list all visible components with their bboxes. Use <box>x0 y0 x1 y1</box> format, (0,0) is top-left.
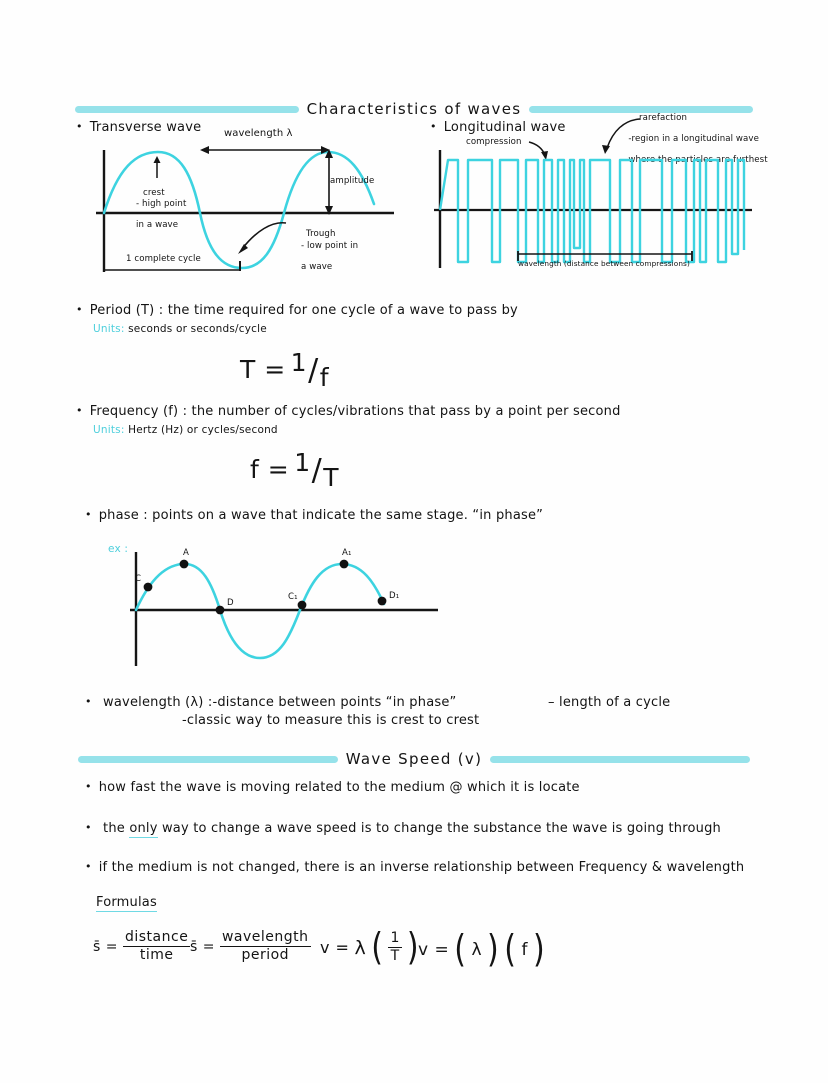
period-units <box>93 323 267 337</box>
formulas-heading <box>96 894 157 911</box>
phase-point-label-D1: D₁ <box>389 591 400 601</box>
formula-speed-wavelength-period <box>190 930 311 963</box>
frequency-equation <box>250 448 339 492</box>
period-equation-slash: / <box>308 353 319 388</box>
wave-speed-rule-left <box>78 756 338 763</box>
formula-2-fraction <box>220 930 311 963</box>
longitudinal-wave-figure <box>434 150 754 272</box>
formula-speed-distance-time <box>93 930 190 963</box>
formula-3-symbol: λ <box>354 936 367 959</box>
wave-speed-bullet-2-pre: the <box>103 821 130 836</box>
formula-3-fraction <box>388 931 401 964</box>
period-bullet: • Period (T) : the time required for one cycle of a wave to pass by <box>76 303 518 318</box>
frequency-units <box>93 424 278 438</box>
wavelength-def-head: wavelength (λ) : <box>103 695 213 710</box>
formula-3-paren-close: ) <box>406 925 420 970</box>
phase-bullet: • phase : points on a wave that indicate the same stage. “in phase” <box>85 508 543 523</box>
header-rule-right <box>529 106 753 113</box>
frequency-units-value: Hertz (Hz) or cycles/second <box>128 424 278 436</box>
rarefaction-detail-1: -region in a longitudinal wave <box>628 134 759 145</box>
period-equation-denominator: f <box>319 363 329 392</box>
longitudinal-wavelength-label: wavelength (distance between compressions) <box>518 259 690 268</box>
trough-title: Trough <box>306 229 336 240</box>
formula-1-numerator: distance <box>123 930 190 947</box>
wavelength-def-bullet <box>85 694 456 711</box>
phase-point-label-A1: A₁ <box>342 548 352 558</box>
phase-example-label: ex : <box>108 543 129 555</box>
trough-detail <box>284 231 358 283</box>
formula-v-lambda-f <box>418 927 546 972</box>
amplitude-label: amplitude <box>330 176 375 186</box>
wavelength-def-side-note: – length of a cycle <box>548 695 671 710</box>
wavelength-def-line1: -distance between points “in phase” <box>212 695 457 710</box>
phase-point-label-C: C <box>135 574 142 584</box>
crest-detail <box>119 189 186 241</box>
frequency-units-label: Units: <box>93 424 125 436</box>
formula-2-lhs: s̄ = <box>190 938 215 955</box>
section-header-wave-speed <box>78 750 750 768</box>
frequency-equation-numerator: 1 <box>294 448 311 477</box>
frequency-equation-fraction <box>294 448 339 492</box>
formula-1-denominator: time <box>139 947 174 964</box>
formula-4-paren-a-close: ) <box>487 927 500 972</box>
wave-speed-bullet-2-post: way to change a wave speed is to change the substance the wave is going through <box>157 821 721 836</box>
formula-3-numerator: 1 <box>388 931 401 948</box>
header-rule-left <box>75 106 299 113</box>
transverse-heading: • Transverse wave <box>76 120 201 135</box>
section-title-characteristics: Characteristics of waves <box>306 100 522 118</box>
period-units-value: seconds or seconds/cycle <box>128 323 267 335</box>
formulas-heading-text: Formulas <box>96 895 157 910</box>
wave-speed-bullet-2-underlined: only <box>129 821 158 836</box>
formula-3-lhs: v = <box>320 938 350 957</box>
formula-v-lambda-over-t <box>320 925 420 970</box>
formula-2-numerator: wavelength <box>220 930 311 947</box>
wave-speed-bullet-3: • if the medium is not changed, there is an inverse relationship between Frequency & wavelength <box>85 860 744 875</box>
formula-4-a: λ <box>471 939 482 960</box>
formula-3-denominator: T <box>390 948 400 964</box>
period-equation-numerator: 1 <box>290 348 308 377</box>
compression-label: compression <box>466 137 522 147</box>
trough-detail-1: - low point in <box>301 241 359 252</box>
section-title-wave-speed: Wave Speed (v) <box>345 750 483 768</box>
period-equation-lhs: T = <box>240 355 286 384</box>
formula-4-b: f <box>521 939 528 960</box>
phase-point-label-C1: C₁ <box>288 592 298 602</box>
transverse-wave-figure <box>96 128 396 278</box>
crest-title: crest <box>143 188 165 199</box>
wavelength-label: wavelength λ <box>224 128 293 139</box>
formula-4-paren-a-open: ( <box>454 927 467 972</box>
formula-4-lhs: v = <box>418 939 450 960</box>
crest-detail-2: in a wave <box>136 220 179 231</box>
frequency-equation-slash: / <box>311 453 323 488</box>
phase-wave-figure <box>130 548 440 670</box>
formula-2-denominator: period <box>241 947 290 964</box>
phase-point-label-D: D <box>227 598 234 608</box>
period-units-label: Units: <box>93 323 125 335</box>
phase-point-label-A: A <box>183 548 189 558</box>
period-equation <box>240 348 329 392</box>
formula-3-paren-open: ( <box>371 925 384 970</box>
formula-1-fraction <box>123 930 190 963</box>
frequency-equation-denominator: T <box>323 463 339 492</box>
frequency-bullet: • Frequency (f) : the number of cycles/vibrations that pass by a point per second <box>76 404 621 419</box>
wave-speed-bullet-1: • how fast the wave is moving related to the medium @ which it is locate <box>85 780 580 795</box>
period-equation-fraction <box>290 348 329 392</box>
rarefaction-detail-2: where the particles are furthest <box>628 155 768 166</box>
wave-speed-bullet-2 <box>85 821 721 836</box>
formula-4-paren-b-close: ) <box>532 927 546 972</box>
cycle-label: 1 complete cycle <box>126 254 201 264</box>
formula-4-paren-b-open: ( <box>504 927 517 972</box>
wave-speed-rule-right <box>490 756 750 763</box>
rarefaction-title: rarefaction <box>639 113 688 123</box>
longitudinal-heading: • Longitudinal wave <box>430 120 566 135</box>
crest-detail-1: - high point <box>136 199 187 210</box>
formula-1-lhs: s̄ = <box>93 938 118 955</box>
frequency-equation-lhs: f = <box>250 455 290 484</box>
trough-detail-2: a wave <box>301 262 333 273</box>
wavelength-def-line2: -classic way to measure this is crest to crest <box>182 713 480 728</box>
